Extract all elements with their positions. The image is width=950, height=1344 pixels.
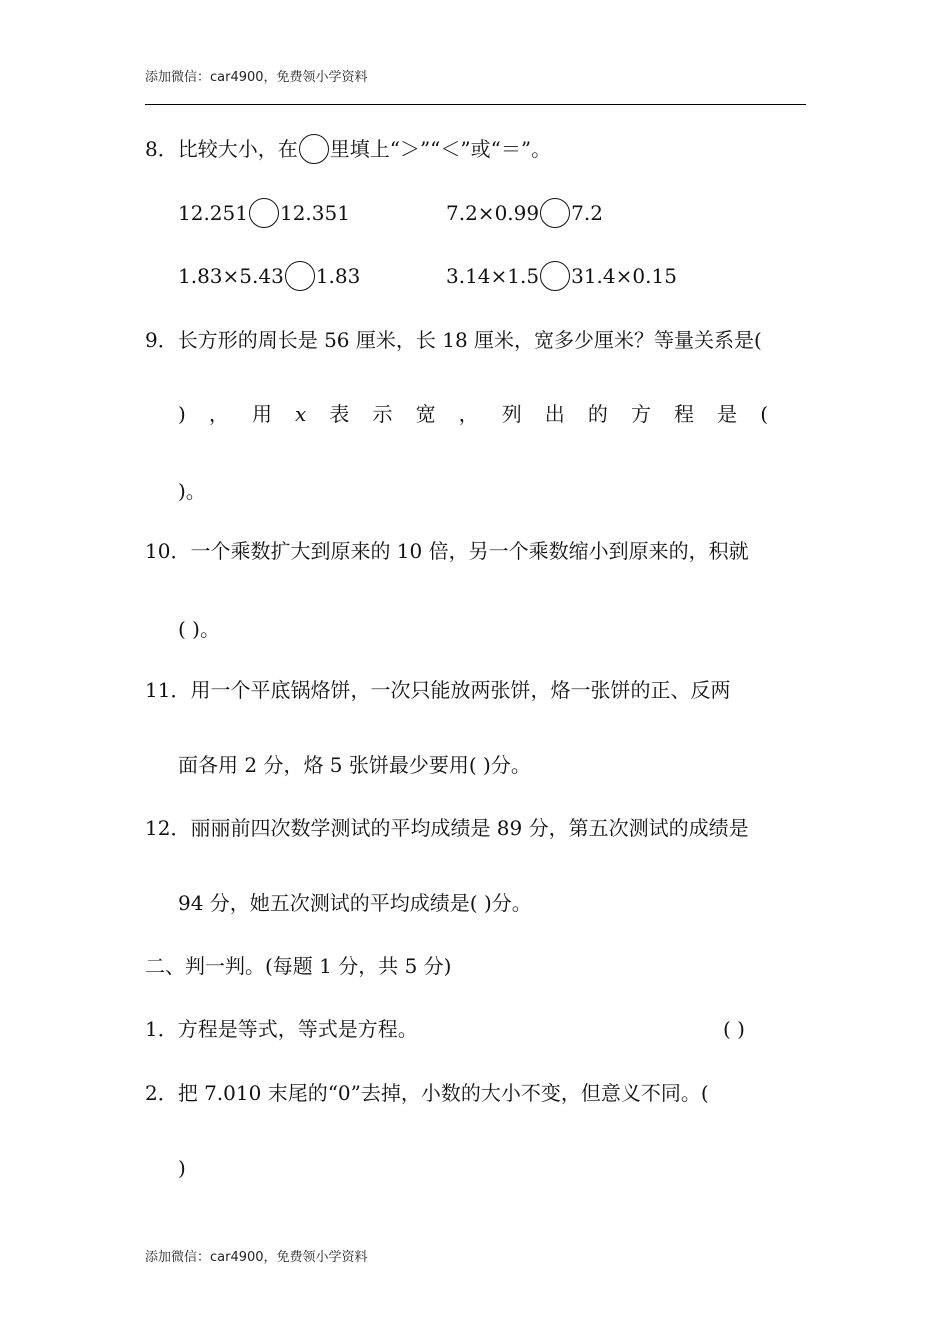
q8-item-2-right: 7.2	[571, 201, 603, 225]
q8-item-1-left: 12.251	[178, 201, 248, 225]
section-2-title: 二、判一判。(每题 1 分，共 5 分)	[145, 954, 452, 978]
q9-token: 列	[501, 402, 522, 426]
q9-line-1: 9．长方形的周长是 56 厘米，长 18 厘米，宽多少厘米？等量关系是(	[145, 328, 762, 352]
q8-item-3-left: 1.83×5.43	[178, 264, 284, 288]
q10-line-2: ( )。	[178, 617, 220, 641]
q8-item-1-circle[interactable]	[249, 198, 279, 228]
q8-stem-after: 里填上“＞”“＜”或“＝”。	[329, 137, 552, 161]
q8-item-4	[446, 261, 677, 291]
q9-token: (	[760, 402, 768, 426]
q9-token: 的	[587, 402, 608, 426]
compare-circle	[299, 134, 329, 164]
q12-line-2: 94 分，她五次测试的平均成绩是( )分。	[178, 891, 532, 915]
q8-item-4-left: 3.14×1.5	[446, 264, 540, 288]
q9-token: 方	[630, 402, 651, 426]
judge-1-bracket[interactable]: ( )	[723, 1017, 745, 1041]
q11-line-2: 面各用 2 分，烙 5 张饼最少要用( )分。	[178, 753, 531, 777]
q9-token: 出	[544, 402, 565, 426]
q9-line-2	[178, 401, 768, 427]
q9-token: 示	[372, 402, 393, 426]
q8-item-1	[178, 198, 350, 228]
q8-item-3-circle[interactable]	[285, 261, 315, 291]
q9-token: ，	[458, 402, 479, 426]
header-divider	[145, 104, 806, 105]
page-footer: 添加微信：car4900，免费领小学资料	[145, 1250, 368, 1265]
q9-token: )	[178, 402, 186, 426]
q8-item-2-left: 7.2×0.99	[446, 201, 540, 225]
judge-1-text: 1．方程是等式，等式是方程。	[145, 1017, 418, 1041]
q9-token: 是	[717, 402, 738, 426]
q9-token: 表	[329, 402, 350, 426]
page-header: 添加微信：car4900，免费领小学资料	[145, 70, 368, 85]
q9-token: 宽	[415, 402, 436, 426]
q8-item-3	[178, 261, 360, 291]
q12-line-1: 12．丽丽前四次数学测试的平均成绩是 89 分，第五次测试的成绩是	[145, 816, 749, 840]
q8-item-4-right: 31.4×0.15	[571, 264, 677, 288]
q9-token: 用	[251, 402, 272, 426]
q9-token: ，	[208, 402, 229, 426]
q9-token: 程	[674, 402, 695, 426]
q8-item-1-right: 12.351	[279, 201, 350, 225]
q8-stem-before: 8．比较大小，在	[145, 137, 298, 161]
q9-line-3: )。	[178, 479, 206, 503]
q9-variable-x: x	[295, 402, 307, 426]
q10-line-1: 10．一个乘数扩大到原来的 10 倍，另一个乘数缩小到原来的，积就	[145, 539, 749, 563]
q8-stem	[145, 134, 551, 164]
q8-item-2-circle[interactable]	[540, 198, 570, 228]
q8-item-3-right: 1.83	[315, 264, 361, 288]
q8-item-2	[446, 198, 603, 228]
q11-line-1: 11．用一个平底锅烙饼，一次只能放两张饼，烙一张饼的正、反两	[145, 678, 731, 702]
q8-item-4-circle[interactable]	[540, 261, 570, 291]
judge-2-line-2[interactable]: )	[178, 1156, 186, 1180]
judge-2-line-1: 2．把 7.010 末尾的“0”去掉，小数的大小不变，但意义不同。(	[145, 1081, 709, 1105]
